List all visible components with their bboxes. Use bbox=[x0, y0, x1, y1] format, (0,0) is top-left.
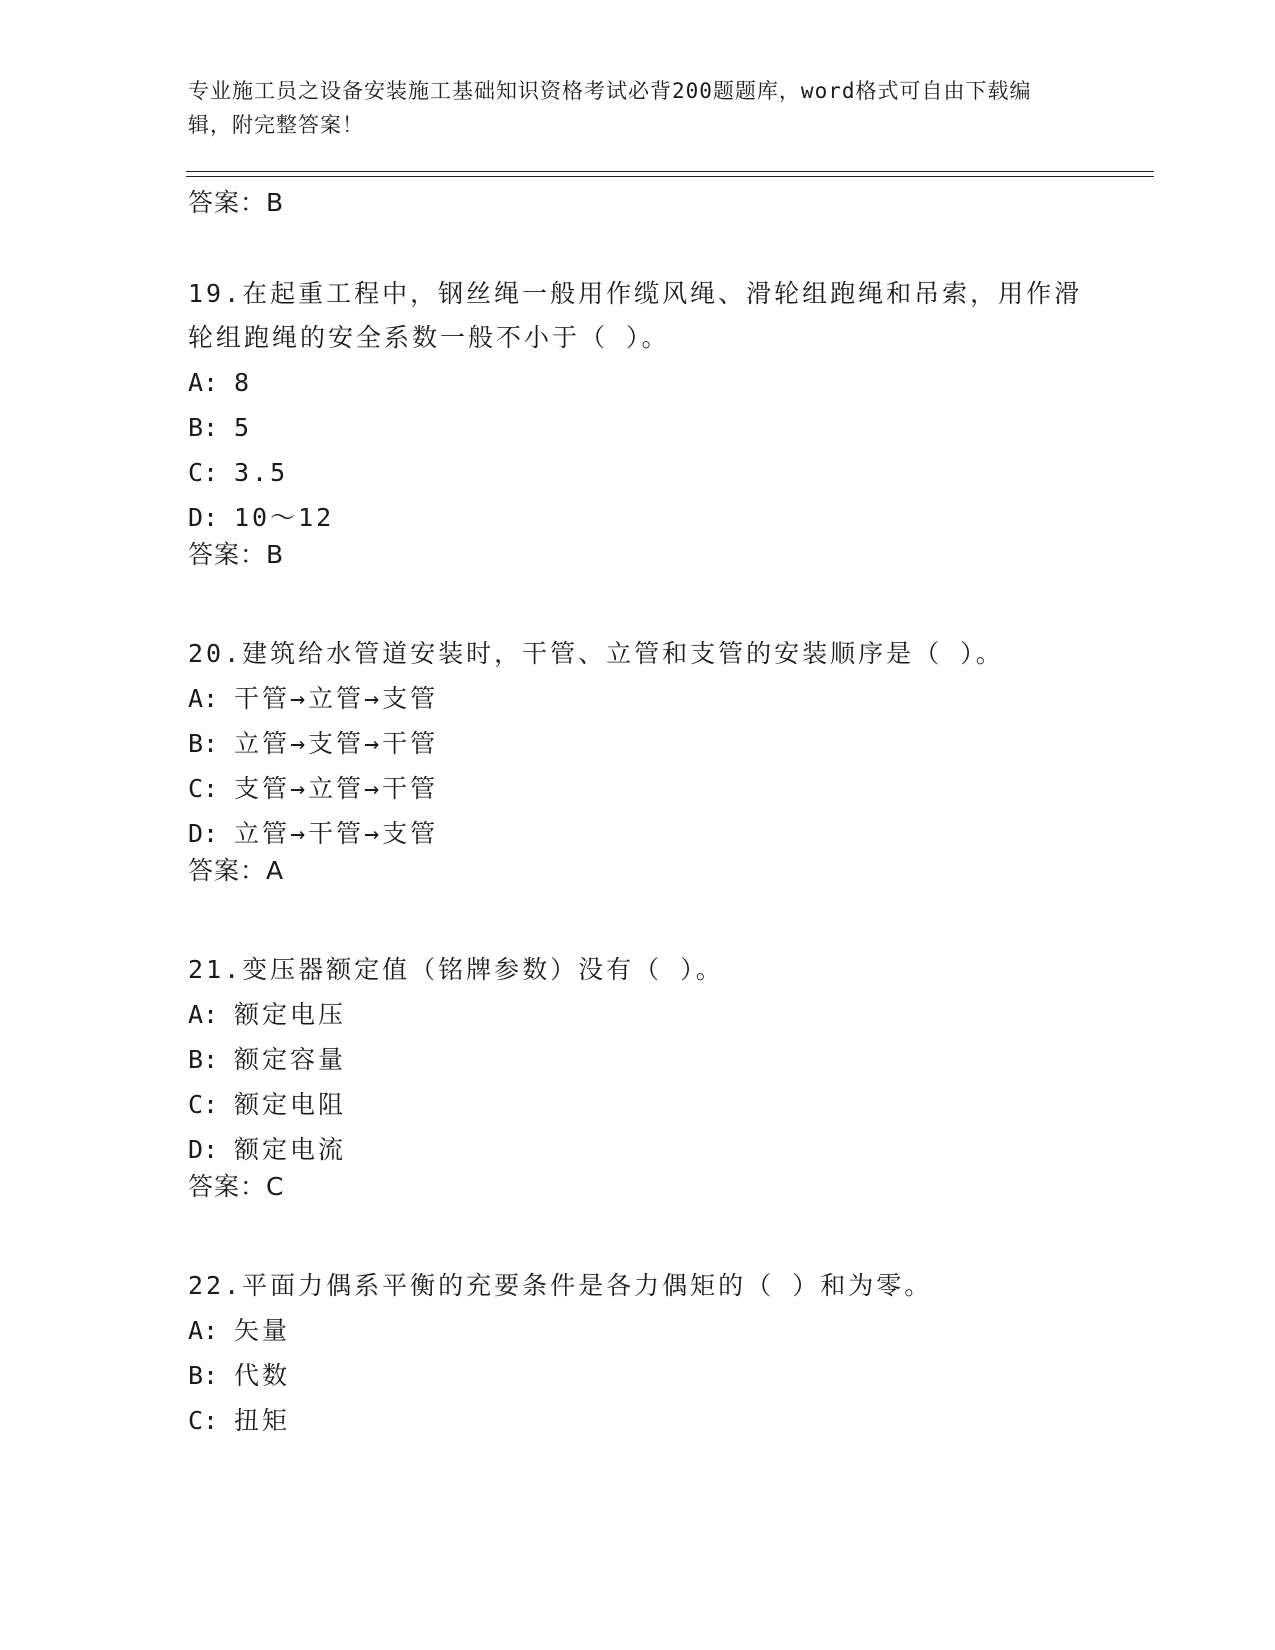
option-text: 立管→干管→支管 bbox=[234, 819, 439, 848]
option-letter: A: bbox=[188, 684, 219, 713]
option-row bbox=[188, 992, 1088, 1037]
question-stem: 19.在起重工程中，钢丝绳一般用作缆风绳、滑轮组跑绳和吊索，用作滑轮组跑绳的安全系数一般不小于（ ）。 bbox=[188, 279, 1083, 352]
question-content bbox=[188, 188, 1088, 1443]
header-text: 专业施工员之设备安装施工基础知识资格考试必背200题题库，word格式可自由下载编辑，附完整答案！ bbox=[188, 79, 1032, 137]
option-text: 3.5 bbox=[234, 458, 289, 487]
option-letter: C: bbox=[188, 774, 219, 803]
option-letter: A: bbox=[188, 368, 219, 397]
question-block bbox=[188, 272, 1088, 570]
option-text: 扭矩 bbox=[234, 1406, 291, 1435]
answer-line: 答案：A bbox=[188, 856, 285, 885]
option-row bbox=[188, 360, 1088, 405]
option-letter: C: bbox=[188, 1406, 219, 1435]
option-letter: C: bbox=[188, 1090, 219, 1119]
option-row bbox=[188, 1082, 1088, 1127]
answer-line: 答案：B bbox=[188, 188, 285, 217]
option-row bbox=[188, 405, 1088, 450]
option-row bbox=[188, 676, 1088, 721]
option-text: 8 bbox=[234, 368, 253, 397]
option-text: 额定电流 bbox=[234, 1135, 347, 1164]
option-letter: B: bbox=[188, 1045, 219, 1074]
option-letter: C: bbox=[188, 458, 219, 487]
option-letter: D: bbox=[188, 1135, 219, 1164]
option-text: 代数 bbox=[234, 1361, 291, 1390]
answer-line: 答案：C bbox=[188, 1172, 285, 1201]
question-stem: 21.变压器额定值（铭牌参数）没有（ ）。 bbox=[188, 955, 724, 984]
option-letter: B: bbox=[188, 1361, 219, 1390]
question-block bbox=[188, 1264, 1088, 1443]
option-letter: A: bbox=[188, 1000, 219, 1029]
option-row bbox=[188, 1353, 1088, 1398]
option-letter: D: bbox=[188, 819, 219, 848]
question-stem: 22.平面力偶系平衡的充要条件是各力偶矩的（ ）和为零。 bbox=[188, 1271, 933, 1300]
question-stem: 20.建筑给水管道安装时，干管、立管和支管的安装顺序是（ ）。 bbox=[188, 639, 1004, 668]
option-row bbox=[188, 1127, 1088, 1172]
option-text: 支管→立管→干管 bbox=[234, 774, 439, 803]
question-block bbox=[188, 948, 1088, 1202]
option-row bbox=[188, 721, 1088, 766]
option-letter: D: bbox=[188, 503, 219, 532]
header-rule-top bbox=[186, 171, 1154, 172]
option-text: 立管→支管→干管 bbox=[234, 729, 439, 758]
option-letter: A: bbox=[188, 1316, 219, 1345]
question-block bbox=[188, 632, 1088, 886]
option-text: 额定电阻 bbox=[234, 1090, 347, 1119]
option-text: 10～12 bbox=[234, 503, 335, 532]
option-text: 干管→立管→支管 bbox=[234, 684, 439, 713]
option-text: 额定容量 bbox=[234, 1045, 347, 1074]
option-row bbox=[188, 1037, 1088, 1082]
option-row bbox=[188, 1398, 1088, 1443]
option-row bbox=[188, 766, 1088, 811]
option-text: 额定电压 bbox=[234, 1000, 347, 1029]
option-text: 矢量 bbox=[234, 1316, 291, 1345]
option-letter: B: bbox=[188, 413, 219, 442]
option-letter: B: bbox=[188, 729, 219, 758]
answer-line: 答案：B bbox=[188, 540, 285, 569]
option-row bbox=[188, 450, 1088, 495]
option-text: 5 bbox=[234, 413, 253, 442]
option-row bbox=[188, 1308, 1088, 1353]
option-row bbox=[188, 811, 1088, 856]
document-header bbox=[188, 74, 1068, 142]
header-rule-bottom bbox=[186, 176, 1154, 177]
option-row bbox=[188, 495, 1088, 540]
